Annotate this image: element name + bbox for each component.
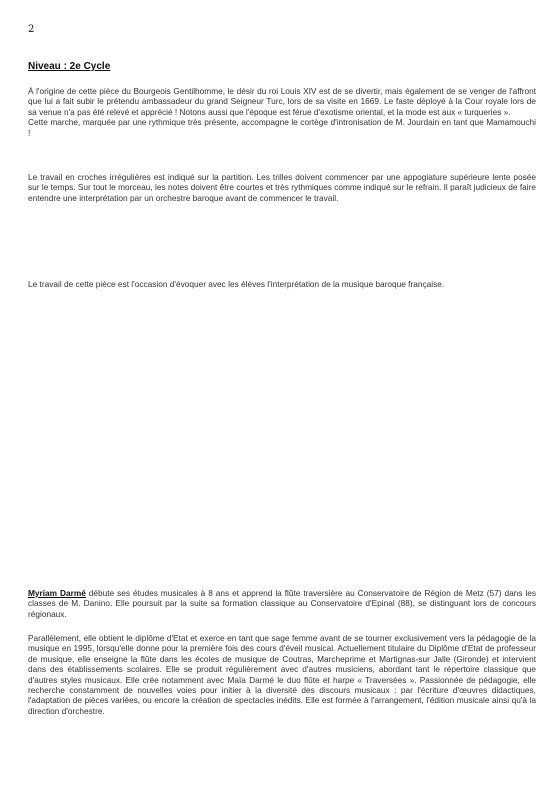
page-number: 2 (28, 24, 35, 35)
work-paragraph: Le travail de cette pièce est l'occasion d'évoquer avec les élèves l'interprétation de la musique baroque française. (28, 279, 445, 289)
intro-paragraph: Cette marche, marquée par une rythmique très présente, accompagne le cortège d'intronisation de M. Jourdain en tant que Mamamouchi ! (28, 117, 536, 138)
biography-paragraph: Parallèlement, elle obtient le diplôme d'Etat et exerce en tant que sage femme avant de se tourner exclusivement vers la pédagogie de la musique en 1995, lorsqu'elle donne pour la première fois des cours d'éveil musical. Actuellement titulaire du Diplôme d'Etat de professeur de musique, elle enseigne la flûte dans les écoles de musique de Coutras, Marcheprime et Martignas-sur Jalle (Gironde) et intervient dans des établissements scolaires. Elle se produit régulièrement avec d'autres musiciens, abordant tant le répertoire classique que d'autres styles musicaux. Elle crée notamment avec Maïa Darmé le duo flûte et harpe « Traversées ». Passionnée de pédagogie, elle recherche constamment de nouvelles voies pour initier à la diversité des discours musicaux : par l'écriture d'œuvres didactiques, l'adaptation de pièces variées, ou encore la création de spectacles inédits. Elle est formée à l'arrangement, l'édition musicale ainsi qu'à la direction d'orchestre. (28, 633, 536, 716)
level-heading: Niveau : 2e Cycle (28, 61, 111, 72)
biography-text: débute ses études musicales à 8 ans et apprend la flûte traversière au Conservatoire de Région de Metz (57) dans les classes de M. Danino. Elle poursuit par la suite sa formation classique au Conservatoire d'Epinal (88), se distinguant lors de concours régionaux. (28, 588, 536, 619)
biography-paragraph (28, 588, 536, 619)
intro-paragraph: À l'origine de cette pièce du Bourgeois Gentilhomme, le désir du roi Louis XIV est de se divertir, mais également de se venger de l'affront que lui a fait subir le prétendu ambassadeur du grand Seigneur Turc, lors de sa visite en 1669. Le faste déployé à la Cour royale lors de sa venue n'a pas été relevé et apprécié ! Notons aussi que l'époque est férue d'exotisme oriental, et la mode est aux « turqueries ». (28, 86, 536, 117)
biography-section-2 (28, 633, 536, 716)
author-name: Myriam Darmé (28, 588, 86, 598)
performance-paragraph: Le travail en croches irrégulières est indiqué sur la partition. Les trilles doivent commencer par une appogiature supérieure lente posée sur le temps. Sur tout le morceau, les notes doivent être courtes et très rythmiques comme indiqué sur le refrain. Il paraît judicieux de faire entendre une interprétation par un orchestre baroque avant de commencer le travail. (28, 172, 536, 203)
performance-section (28, 172, 536, 203)
biography-section (28, 588, 536, 619)
work-section (28, 279, 536, 289)
intro-section (28, 86, 536, 138)
